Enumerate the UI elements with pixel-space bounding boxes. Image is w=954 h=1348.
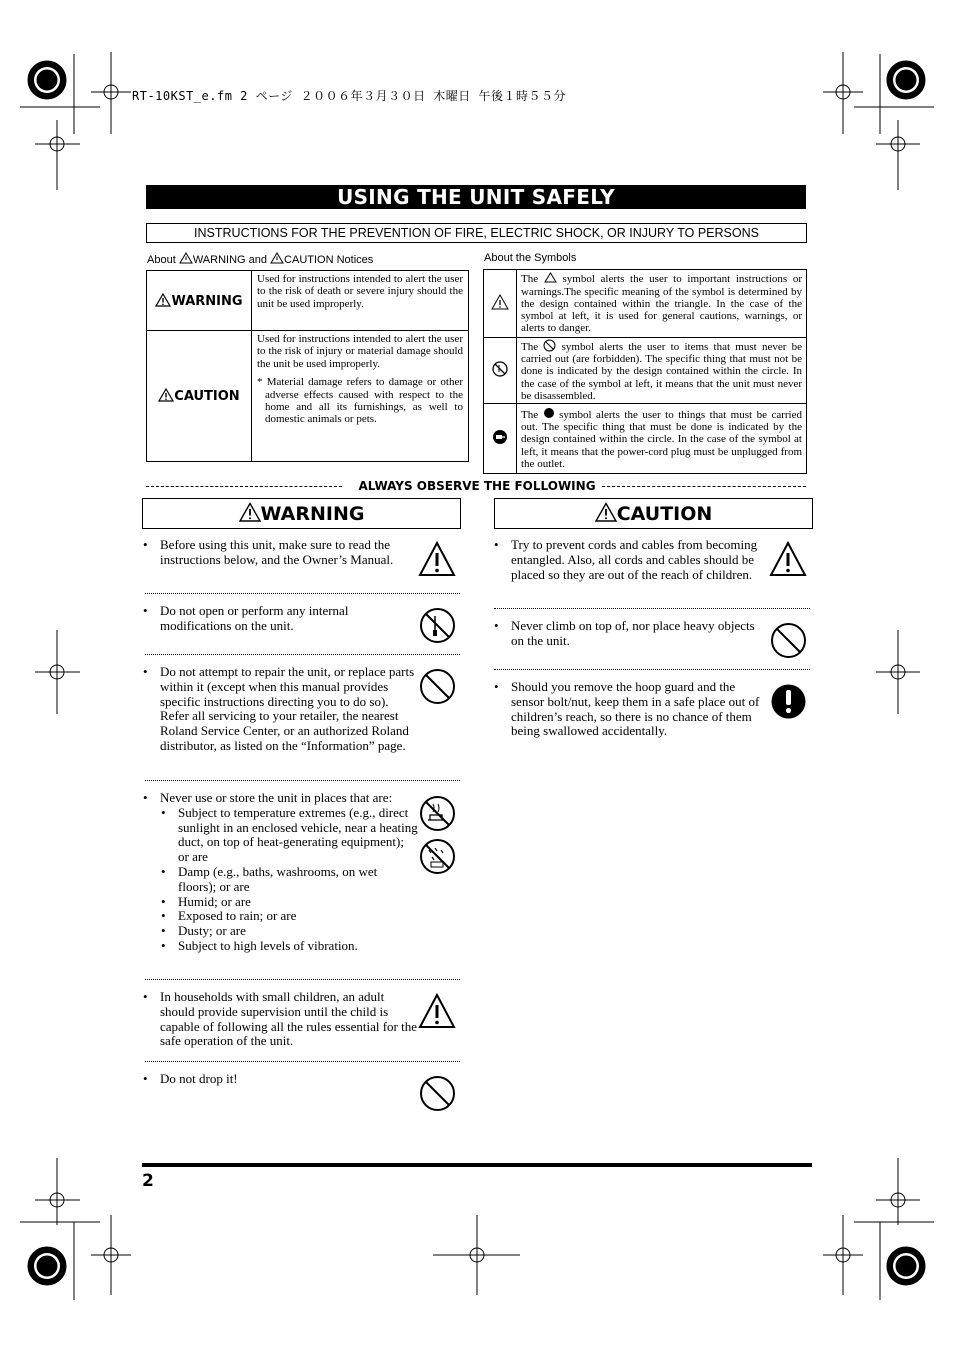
no-heat-icon (419, 795, 456, 832)
warning-triangle-icon (239, 502, 261, 522)
warning-description: Used for instructions intended to alert the user to the risk of death or severe injury should the unit be used improperly. (252, 271, 469, 331)
caution-label: CAUTION (147, 331, 252, 462)
instructions-banner: INSTRUCTIONS FOR THE PREVENTION OF FIRE, ELECTRIC SHOCK, OR INJURY TO PERSONS (146, 223, 807, 243)
caution-description: Used for instructions intended to alert the user to the risk of injury or material damage should the unit be used improperly. * Material damage refers to damage or other adverse effects caused with respect to the home and all its furnishings, as well to domestic animals or pets. (252, 331, 469, 462)
item-separator (145, 979, 460, 980)
warning-column-heading: WARNING (142, 498, 461, 529)
dashed-rule-right (602, 486, 806, 487)
item-separator (145, 593, 460, 594)
file-header: RT-10KST_e.fm 2 ページ ２００６年３月３０日 木曜日 午後１時５５分 (132, 89, 567, 103)
symbol-mandatory-cell (484, 404, 517, 474)
caution-triangle-icon (270, 252, 284, 264)
caution-triangle-icon (595, 502, 617, 522)
notices-table (146, 270, 469, 462)
general-warning-icon (769, 541, 807, 577)
page-number: 2 (142, 1171, 154, 1191)
footer-rule (142, 1163, 812, 1167)
no-water-icon (419, 838, 456, 875)
symbol-mandatory-text: The symbol alerts the user to things that must be carried out. The specific thing that must be done is indicated by the design contained within the circle. In the case of the symbol at left, it means that the power-cord plug must be unplugged from the outlet. (517, 404, 807, 474)
triangle-icon (544, 272, 557, 283)
list-item: • Damp (e.g., baths, washrooms, on wet floors); or are (160, 865, 418, 895)
list-item: • Dusty; or are (160, 924, 418, 939)
places-list (160, 806, 418, 954)
warning-triangle-icon (155, 293, 171, 307)
page-title: USING THE UNIT SAFELY (146, 185, 806, 209)
symbols-table (483, 269, 807, 474)
caution-note: * Material damage refers to damage or other adverse effects caused with respect to the home and all its furnishings, as well to domestic animals or pets. (257, 376, 463, 426)
list-item: • Exposed to rain; or are (160, 909, 418, 924)
list-item: • Humid; or are (160, 895, 418, 910)
item-separator (494, 669, 810, 670)
general-warning-icon (418, 993, 456, 1029)
symbol-triangle-text: The symbol alerts the user to important instructions or warnings.The specific meaning of the symbol is determined by the design contained within the triangle. In the case of the symbol at left, it is used for general cautions, warnings, or alerts to danger. (517, 270, 807, 338)
item-separator (145, 1061, 460, 1062)
item-separator (145, 654, 460, 655)
unplug-icon (491, 428, 509, 446)
item-separator (145, 780, 460, 781)
always-observe-heading: ALWAYS OBSERVE THE FOLLOWING (358, 479, 596, 493)
item-separator (494, 608, 810, 609)
list-item: • Subject to temperature extremes (e.g., direct sunlight in an enclosed vehicle, near a heating duct, on top of heat-generating equipment); or are (160, 806, 418, 865)
symbols-heading: About the Symbols (484, 252, 577, 264)
notices-heading: About WARNING and CAUTION Notices (147, 254, 374, 266)
symbol-triangle-cell (484, 270, 517, 338)
mandatory-dot-icon (543, 407, 555, 419)
symbol-prohibit-cell (484, 338, 517, 404)
always-observe-divider (146, 479, 806, 493)
prohibition-icon (419, 1075, 456, 1112)
prohibition-icon (543, 339, 556, 352)
general-warning-icon (491, 294, 509, 310)
warning-label: WARNING (147, 271, 252, 331)
general-warning-icon (418, 541, 456, 577)
prohibition-icon (770, 622, 807, 659)
no-disassembly-icon (419, 607, 456, 644)
symbol-prohibit-text: The symbol alerts the user to items that must never be carried out (are forbidden). The specific thing that must not be done is indicated by the design contained within the circle. In the case of the symbol at left, it means that the unit must never be disassembled. (517, 338, 807, 404)
list-item: • Subject to high levels of vibration. (160, 939, 418, 954)
dashed-rule-left (146, 486, 342, 487)
caution-triangle-icon (158, 388, 174, 402)
no-disassembly-icon (491, 360, 509, 378)
prohibition-icon (419, 668, 456, 705)
warning-triangle-icon (179, 252, 193, 264)
mandatory-action-icon (770, 683, 807, 720)
caution-column-heading: CAUTION (494, 498, 813, 529)
